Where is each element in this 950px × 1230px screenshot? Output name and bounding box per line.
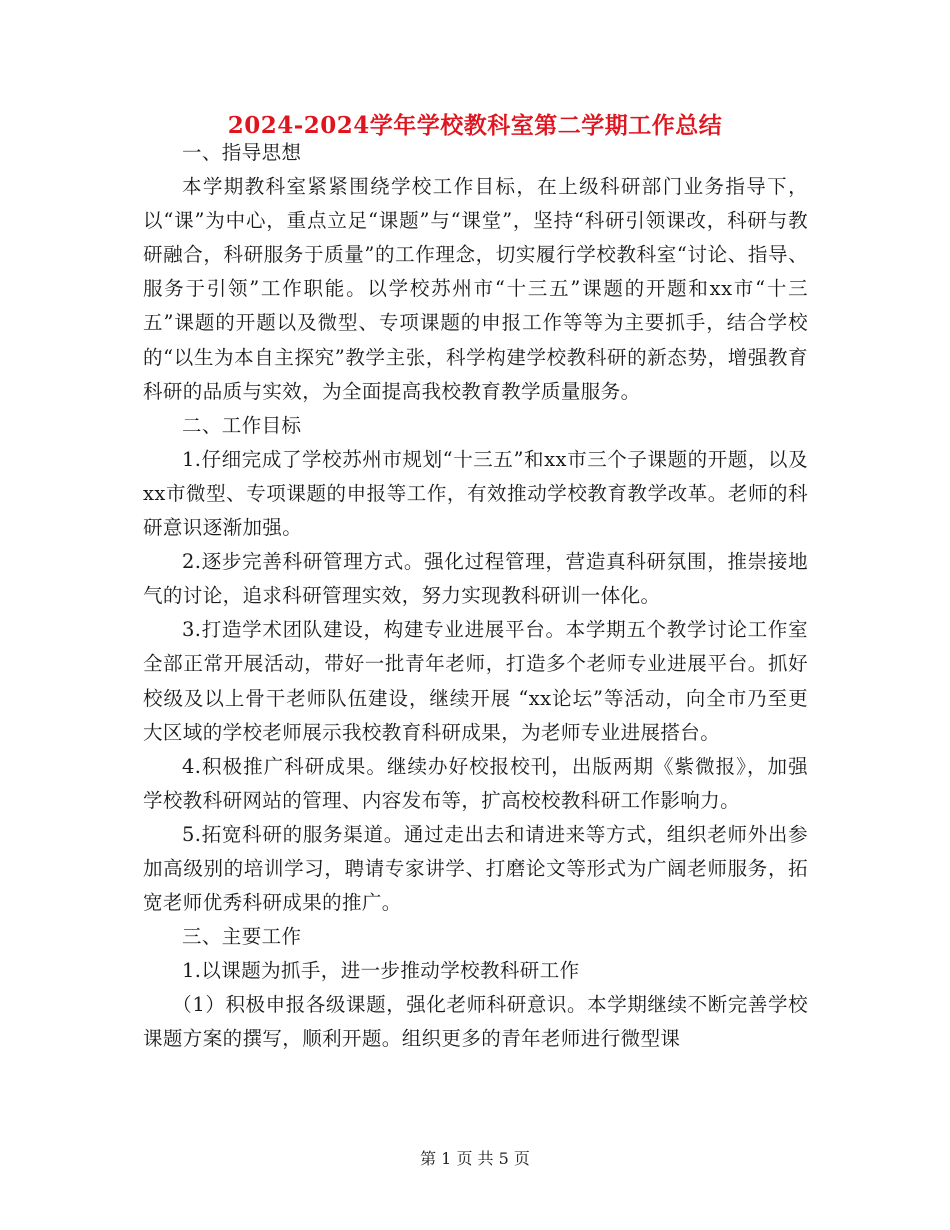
section-heading-work-goals: 二、工作目标	[182, 413, 302, 437]
paragraph-main-work-1: 1.以课题为抓手，进一步推动学校教科研工作	[182, 959, 580, 983]
paragraph-guiding-ideology: 本学期教科室紧紧围绕学校工作目标，在上级科研部门业务指导下，以“课”为中心，重点立足“课题”与“课堂”，坚持“科研引领课改，科研与教研融合，科研服务于质量”的工作理念，切实履行学校教科室“讨论、指导、服务于引领”工作职能。以学校苏州市“十三五”课题的开题和xx市“十三五”课题的开题以及微型、专项课题的申报工作等等为主要抓手，结合学校的“以生为本自主探究”教学主张，科学构建学校教科研的新态势，增强教育科研的品质与实效，为全面提高我校教育教学质量服务。	[143, 175, 808, 403]
section-heading-main-work: 三、主要工作	[182, 925, 302, 949]
paragraph-goal-2: 2.逐步完善科研管理方式。强化过程管理，营造真科研氛围，推崇接地气的讨论，追求科研管理实效，努力实现教科研训一体化。	[143, 550, 808, 608]
paragraph-goal-1: 1.仔细完成了学校苏州市规划“十三五”和xx市三个子课题的开题，以及xx市微型、专项课题的申报等工作，有效推动学校教育教学改革。老师的科研意识逐渐加强。	[143, 447, 808, 540]
paragraph-main-work-1-1: （1）积极申报各级课题，强化老师科研意识。本学期继续不断完善学校课题方案的撰写，顺利开题。组织更多的青年老师进行微型课	[143, 993, 808, 1051]
paragraph-goal-4: 4.积极推广科研成果。继续办好校报校刊，出版两期《紫微报》，加强学校教科研网站的管理、内容发布等，扩高校校教科研工作影响力。	[143, 754, 808, 812]
section-heading-guiding-ideology: 一、指导思想	[182, 141, 302, 164]
document-body	[143, 136, 808, 1057]
paragraph-goal-5: 5.拓宽科研的服务渠道。通过走出去和请进来等方式，组织老师外出参加高级别的培训学习，聘请专家讲学、打磨论文等形式为广阔老师服务，拓宽老师优秀科研成果的推广。	[143, 822, 808, 915]
paragraph-goal-3: 3.打造学术团队建设，构建专业进展平台。本学期五个教学讨论工作室全部正常开展活动，带好一批青年老师，打造多个老师专业进展平台。抓好校级及以上骨干老师队伍建设，继续开展 “xx论坛”等活动，向全市乃至更大区域的学校老师展示我校教育科研成果，为老师专业进展搭台。	[143, 618, 808, 744]
page-number-footer: 第 1 页 共 5 页	[420, 1149, 530, 1168]
document-title: 2024-2024学年学校教科室第二学期工作总结	[227, 112, 723, 139]
